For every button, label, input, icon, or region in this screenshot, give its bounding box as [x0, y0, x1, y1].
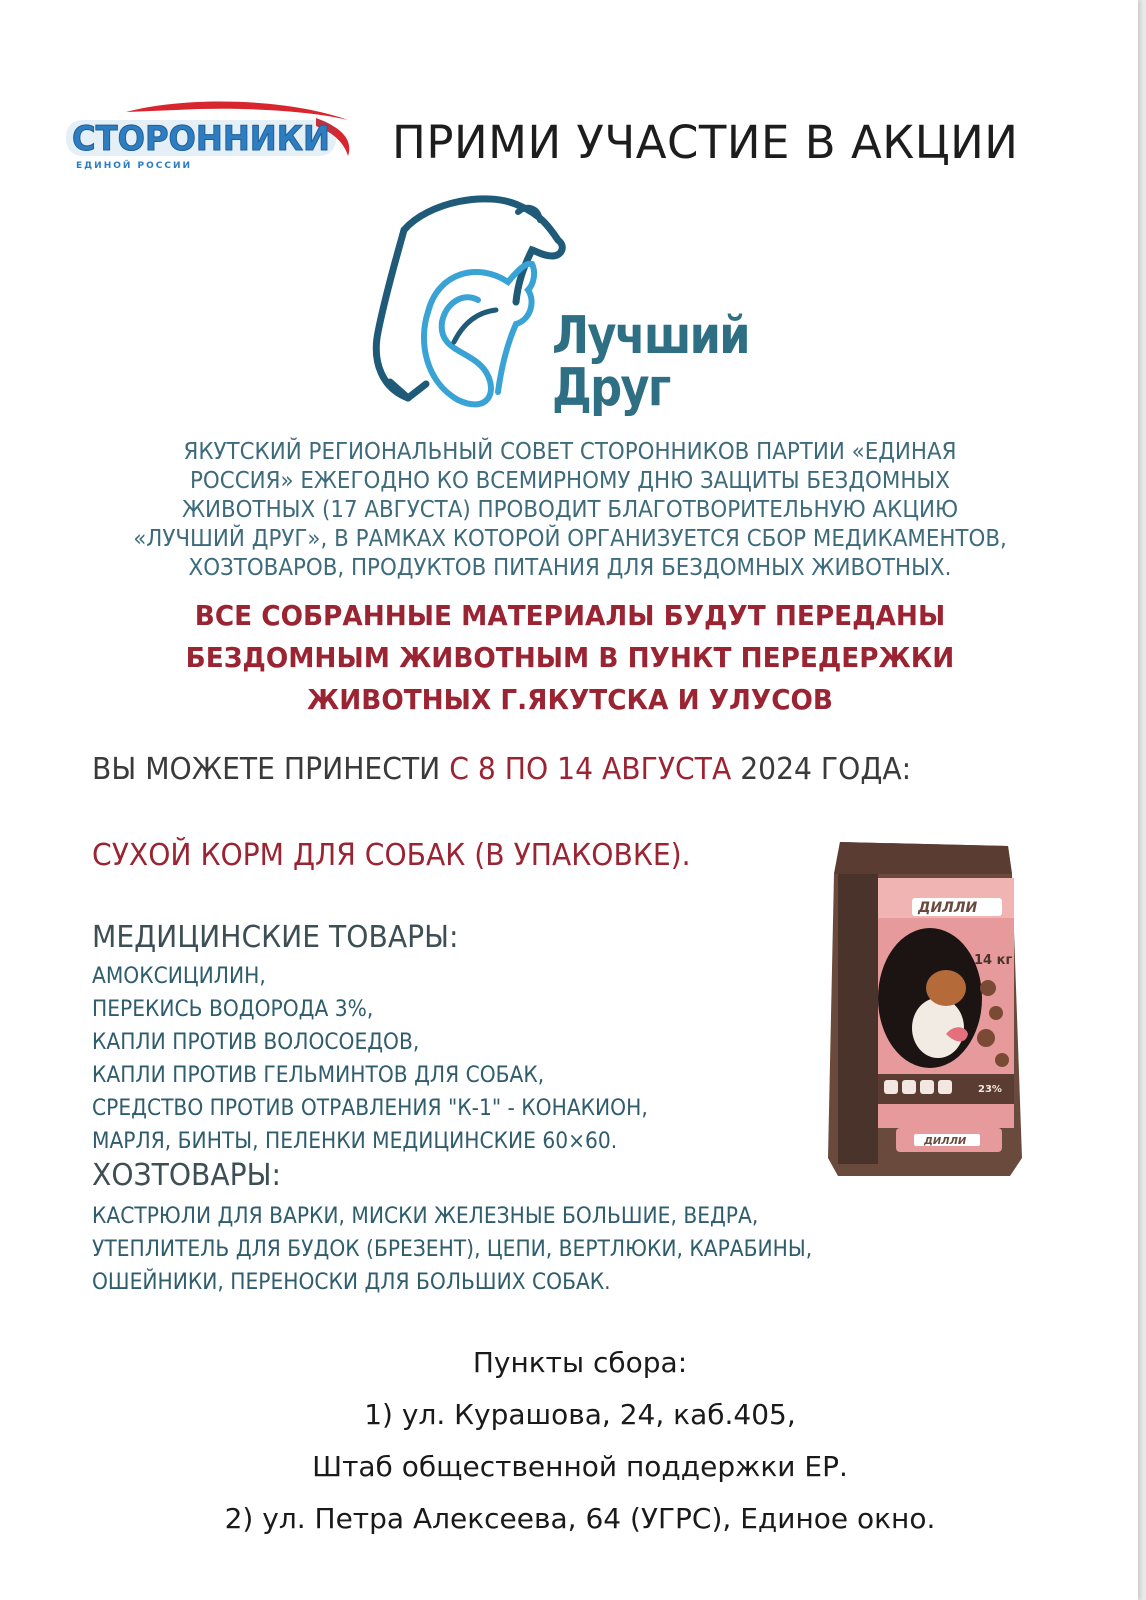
- transfer-notice-line: БЕЗДОМНЫМ ЖИВОТНЫМ В ПУНКТ ПЕРЕДЕРЖКИ: [185, 641, 955, 674]
- collection-points: [160, 1337, 1000, 1545]
- list-item: АМОКСИЦИЛИН,: [92, 964, 266, 989]
- dates-range: С 8 ПО 14 АВГУСТА: [449, 752, 732, 787]
- list-item: КАПЛИ ПРОТИВ ГЕЛЬМИНТОВ ДЛЯ СОБАК,: [92, 1063, 545, 1088]
- collection-point-line: 1) ул. Курашова, 24, каб.405,: [364, 1398, 796, 1431]
- dog-cat-logo-icon: [368, 192, 568, 420]
- list-item: ОШЕЙНИКИ, ПЕРЕНОСКИ ДЛЯ БОЛЬШИХ СОБАК.: [92, 1270, 611, 1295]
- bag-weight-text: 14 кг: [974, 953, 1013, 968]
- list-item: МАРЛЯ, БИНТЫ, ПЕЛЕНКИ МЕДИЦИНСКИЕ 60×60.: [92, 1129, 618, 1154]
- household-list: [92, 1200, 812, 1299]
- bag-brand-text-bottom: ДИЛЛИ: [924, 1136, 967, 1147]
- intro-paragraph: [96, 438, 1045, 583]
- list-item: СРЕДСТВО ПРОТИВ ОТРАВЛЕНИЯ "К-1" - КОНАКИОН,: [92, 1096, 648, 1121]
- campaign-logo-line1: Лучший: [552, 306, 749, 366]
- intro-line: РОССИЯ» ЕЖЕГОДНО КО ВСЕМИРНОМУ ДНЮ ЗАЩИТЫ БЕЗДОМНЫХ: [190, 468, 950, 494]
- intro-line: ЖИВОТНЫХ (17 АВГУСТА) ПРОВОДИТ БЛАГОТВОРИТЕЛЬНУЮ АКЦИЮ: [181, 497, 959, 523]
- transfer-notice: [100, 595, 1040, 721]
- collection-point-line: Штаб общественной поддержки ЕР.: [312, 1450, 848, 1483]
- medical-heading: МЕДИЦИНСКИЕ ТОВАРЫ:: [92, 920, 459, 955]
- list-item: КАПЛИ ПРОТИВ ВОЛОСОЕДОВ,: [92, 1030, 420, 1055]
- list-item: ПЕРЕКИСЬ ВОДОРОДА 3%,: [92, 997, 374, 1022]
- collection-points-heading: Пункты сбора:: [472, 1346, 688, 1379]
- collection-point-line: 2) ул. Петра Алексеева, 64 (УГРС), Единое окно.: [224, 1502, 936, 1535]
- collection-dates: [92, 752, 911, 787]
- medical-list: [92, 960, 648, 1158]
- household-heading: ХОЗТОВАРЫ:: [92, 1158, 282, 1193]
- transfer-notice-line: ЖИВОТНЫХ Г.ЯКУТСКА И УЛУСОВ: [307, 683, 833, 716]
- bag-brand-text: ДИЛЛИ: [918, 900, 978, 916]
- bag-protein-text: 23%: [978, 1084, 1002, 1095]
- intro-line: ХОЗТОВАРОВ, ПРОДУКТОВ ПИТАНИЯ ДЛЯ БЕЗДОМНЫХ ЖИВОТНЫХ.: [188, 555, 952, 581]
- transfer-notice-line: ВСЕ СОБРАННЫЕ МАТЕРИАЛЫ БУДУТ ПЕРЕДАНЫ: [194, 599, 946, 632]
- dog-food-bag-image: [826, 838, 1024, 1180]
- campaign-logo-line2: Друг: [552, 358, 670, 418]
- campaign-logo-text: [552, 306, 749, 418]
- intro-line: ЯКУТСКИЙ РЕГИОНАЛЬНЫЙ СОВЕТ СТОРОННИКОВ ПАРТИИ «ЕДИНАЯ: [183, 439, 957, 465]
- page-title: ПРИМИ УЧАСТИЕ В АКЦИИ: [392, 116, 1019, 169]
- storonniki-logo: [66, 98, 366, 176]
- dry-food-item: СУХОЙ КОРМ ДЛЯ СОБАК (В УПАКОВКЕ).: [92, 838, 691, 873]
- dates-suffix: 2024 ГОДА:: [731, 752, 912, 787]
- intro-line: «ЛУЧШИЙ ДРУГ», В РАМКАХ КОТОРОЙ ОРГАНИЗУЕТСЯ СБОР МЕДИКАМЕНТОВ,: [133, 526, 1007, 552]
- list-item: КАСТРЮЛИ ДЛЯ ВАРКИ, МИСКИ ЖЕЛЕЗНЫЕ БОЛЬШИЕ, ВЕДРА,: [92, 1204, 759, 1229]
- list-item: УТЕПЛИТЕЛЬ ДЛЯ БУДОК (БРЕЗЕНТ), ЦЕПИ, ВЕРТЛЮКИ, КАРАБИНЫ,: [92, 1237, 813, 1262]
- storonniki-logo-text: СТОРОННИКИ: [72, 119, 330, 159]
- dates-prefix: ВЫ МОЖЕТЕ ПРИНЕСТИ: [92, 752, 450, 787]
- storonniki-logo-subtext: ЕДИНОЙ РОССИИ: [76, 161, 193, 171]
